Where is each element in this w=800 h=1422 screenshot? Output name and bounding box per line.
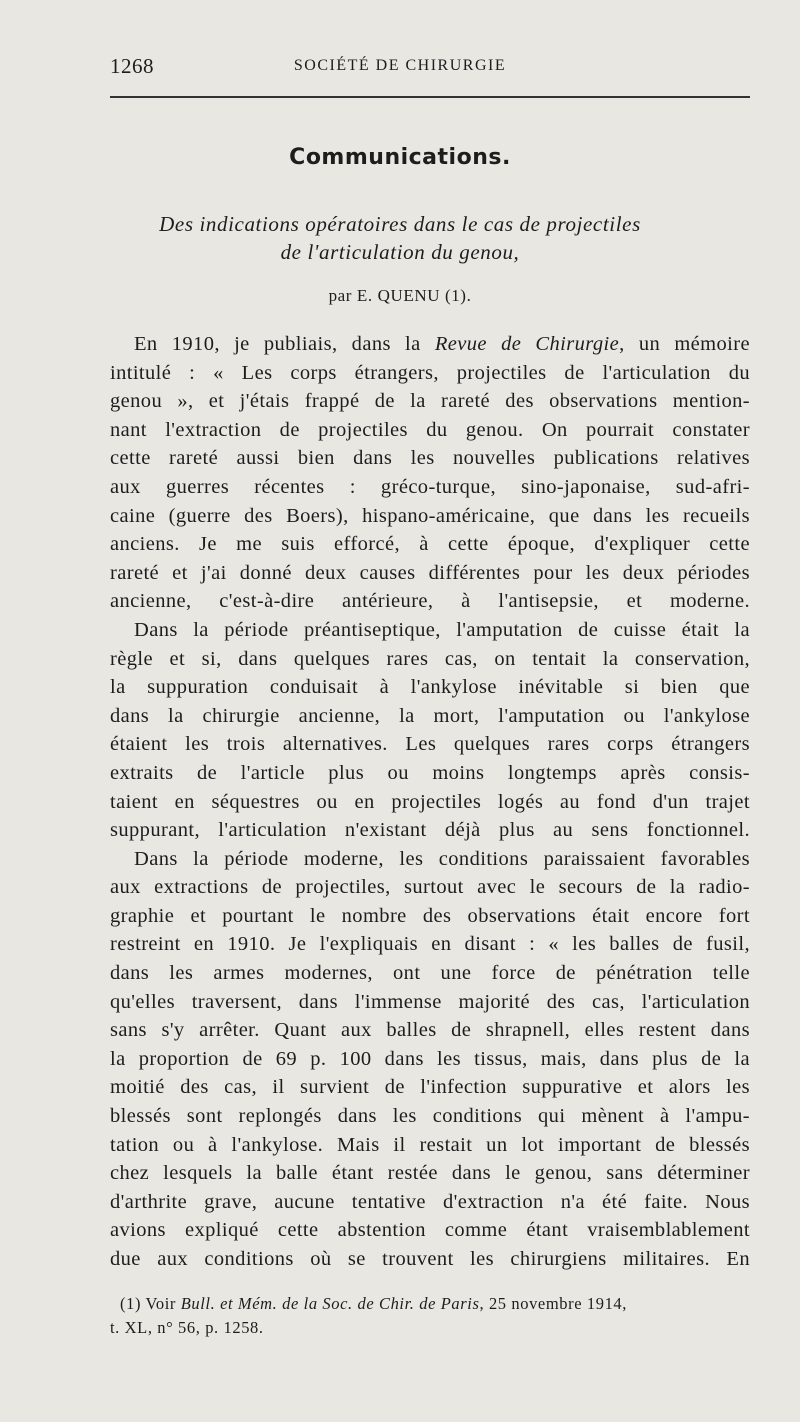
footnotes xyxy=(110,1292,750,1340)
text-line: la suppuration conduisait à l'ankylose inévitable si bien que xyxy=(110,676,750,699)
text-line: la proportion de 69 p. 100 dans les tissus, mais, dans plus de la xyxy=(110,1047,750,1070)
section-heading: Communications. xyxy=(289,145,511,170)
text-line: dans les armes modernes, ont une force de pénétration telle xyxy=(110,962,750,985)
running-title: SOCIÉTÉ DE CHIRURGIE xyxy=(293,57,507,74)
text-line: étaient les trois alternatives. Les quelques rares corps étrangers xyxy=(110,733,750,756)
text-line: Dans la période préantiseptique, l'amputation de cuisse était la xyxy=(134,618,750,641)
text-line: rareté et j'ai donné deux causes différentes pour les deux périodes xyxy=(110,561,750,584)
text-line: blessés sont replongés dans les conditions qui mènent à l'ampu- xyxy=(110,1105,750,1128)
text-line: graphie et pourtant le nombre des observations était encore fort xyxy=(110,904,750,927)
article-byline: par E. QUENU (1). xyxy=(328,286,472,305)
text-line: avions expliqué cette abstention comme étant vraisemblablement xyxy=(110,1219,750,1242)
article-title-line-1: Des indications opératoires dans le cas de projectiles xyxy=(159,212,641,236)
text-line: intitulé : « Les corps étrangers, projectiles de l'articulation du xyxy=(110,361,750,384)
text-line: chez lesquels la balle étant restée dans le genou, sans déterminer xyxy=(110,1162,750,1185)
text-line: règle et si, dans quelques rares cas, on tentait la conservation, xyxy=(110,647,750,670)
text-line: extraits de l'article plus ou moins longtemps après consis- xyxy=(110,761,750,784)
article-title-line-2: de l'articulation du genou, xyxy=(280,240,520,264)
header-rule xyxy=(110,96,750,98)
text-line: due aux conditions où se trouvent les chirurgiens militaires. En xyxy=(110,1248,750,1270)
text-line: qu'elles traversent, dans l'immense majorité des cas, l'articulation xyxy=(110,990,750,1013)
text-line: En 1910, je publiais, dans la Revue de Chirurgie, un mémoire xyxy=(134,333,750,355)
text-line: aux extractions de projectiles, surtout avec le secours de la radio- xyxy=(110,876,750,899)
text-line: taient en séquestres ou en projectiles logés au fond d'un trajet xyxy=(110,790,750,813)
page-number: 1268 xyxy=(110,54,154,78)
text-line: Dans la période moderne, les conditions paraissaient favorables xyxy=(134,847,750,870)
text-line: caine (guerre des Boers), hispano-américaine, que dans les recueils xyxy=(110,504,750,527)
text-line: tation ou à l'ankylose. Mais il restait un lot important de blessés xyxy=(110,1133,750,1156)
footnote-line: (1) Voir Bull. et Mém. de la Soc. de Chir. de Paris, 25 novembre 1914, xyxy=(120,1294,628,1313)
text-line: cette rareté aussi bien dans les nouvelles publications relatives xyxy=(110,447,750,470)
text-line: genou », et j'étais frappé de la rareté des observations mention- xyxy=(110,390,750,413)
footnote-line: t. XL, n° 56, p. 1258. xyxy=(110,1318,264,1337)
text-line: anciens. Je me suis efforcé, à cette époque, d'expliquer cette xyxy=(110,533,750,556)
text-line: aux guerres récentes : gréco-turque, sino-japonaise, sud-afri- xyxy=(110,475,750,498)
text-line: suppurant, l'articulation n'existant déjà plus au sens fonctionnel. xyxy=(110,819,750,842)
text-line: nant l'extraction de projectiles du genou. On pourrait constater xyxy=(110,418,750,441)
text-line: moitié des cas, il survient de l'infection suppurative et alors les xyxy=(110,1076,750,1099)
text-line: ancienne, c'est-à-dire antérieure, à l'antisepsie, et moderne. xyxy=(110,590,750,613)
text-line: restreint en 1910. Je l'expliquais en disant : « les balles de fusil, xyxy=(110,933,750,956)
text-line: dans la chirurgie ancienne, la mort, l'amputation ou l'ankylose xyxy=(110,704,750,727)
text-line: sans s'y arrêter. Quant aux balles de shrapnell, elles restent dans xyxy=(110,1019,750,1042)
article-body xyxy=(110,330,750,1274)
text-line: d'arthrite grave, aucune tentative d'extraction n'a été faite. Nous xyxy=(110,1190,750,1213)
